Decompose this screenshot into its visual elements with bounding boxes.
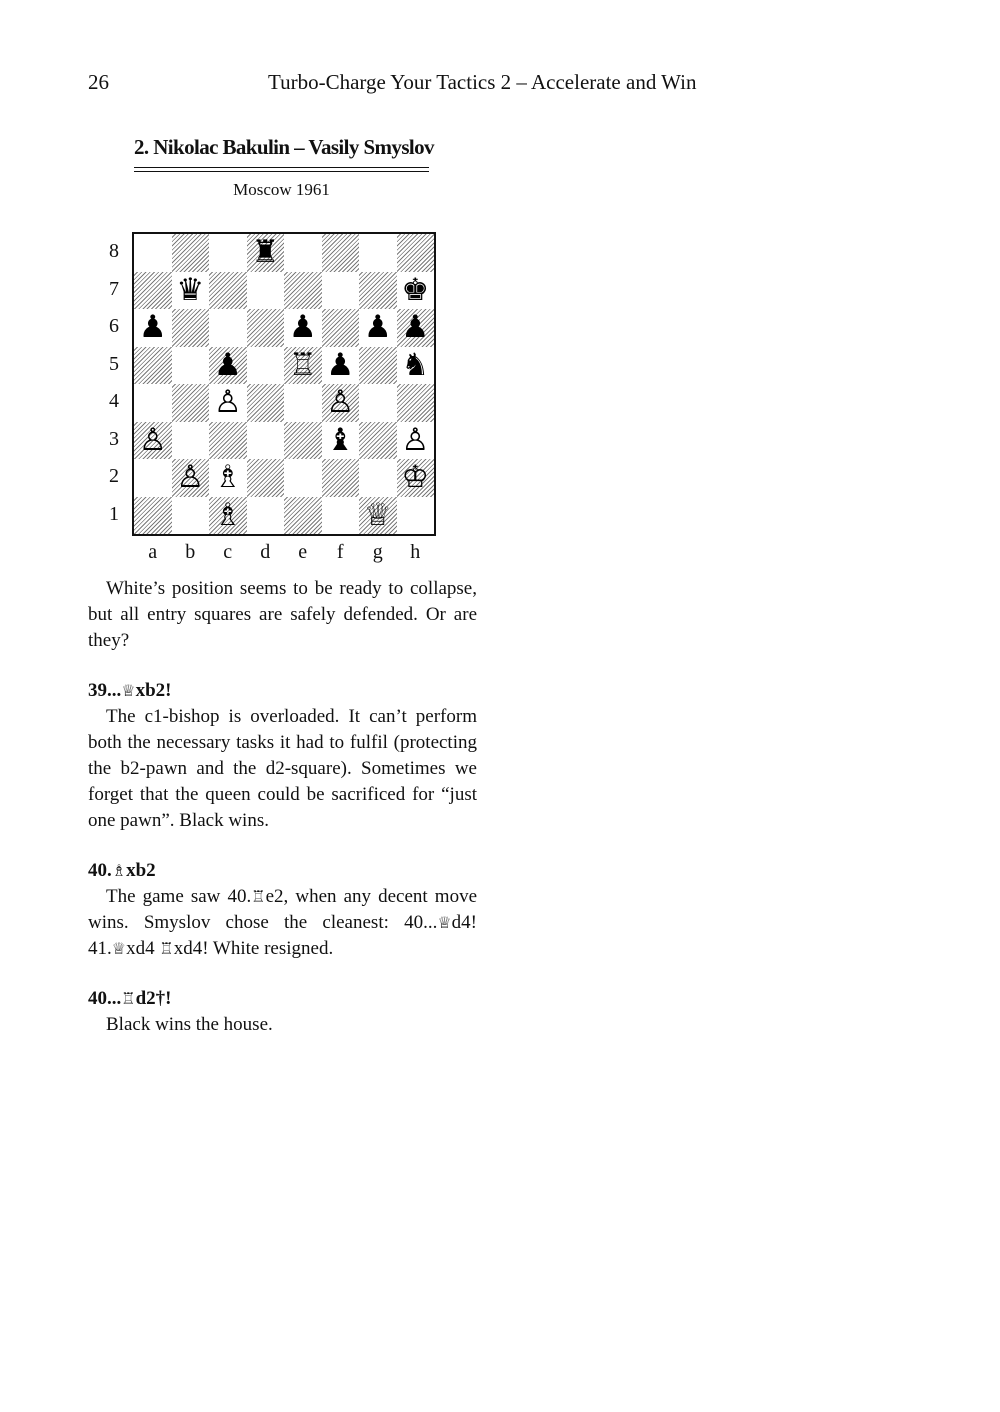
rank-label: 6 (109, 315, 119, 337)
white-rook-icon: ♖ (288, 346, 317, 383)
title-rule-top (134, 167, 429, 168)
file-label: h (410, 541, 421, 563)
game-title: 2. Nikolac Bakulin – Vasily Smyslov (134, 135, 434, 159)
rank-label: 8 (109, 240, 119, 262)
rank-labels (104, 233, 124, 533)
white-king-icon: ♔ (401, 459, 430, 496)
square-f5 (322, 347, 360, 385)
text-run: d4! 41. (88, 912, 477, 959)
square-d5 (247, 347, 285, 385)
square-h2 (397, 459, 435, 497)
square-b3 (172, 422, 210, 460)
rank-label: 2 (109, 465, 119, 487)
black-pawn-icon: ♟ (401, 309, 430, 346)
square-e3 (284, 422, 322, 460)
black-pawn-icon: ♟ (213, 346, 242, 383)
square-d6 (247, 309, 285, 347)
square-h5 (397, 347, 435, 385)
square-f3 (322, 422, 360, 460)
square-e7 (284, 272, 322, 310)
text-run: xd4 (126, 938, 160, 959)
white-queen-icon: ♕ (363, 496, 392, 533)
black-queen-icon: ♛ (176, 271, 205, 308)
move-number: 40... (88, 988, 122, 1009)
file-label: c (223, 541, 233, 563)
square-e8 (284, 234, 322, 272)
square-a1 (134, 497, 172, 535)
square-e1 (284, 497, 322, 535)
square-c4 (209, 384, 247, 422)
square-c8 (209, 234, 247, 272)
square-g5 (359, 347, 397, 385)
black-bishop-icon: ♝ (326, 421, 355, 458)
white-pawn-icon: ♙ (401, 421, 430, 458)
white-pawn-icon: ♙ (138, 421, 167, 458)
square-a2 (134, 459, 172, 497)
chess-diagram (132, 232, 436, 536)
square-h4 (397, 384, 435, 422)
black-rook-icon: ♜ (251, 234, 280, 271)
white-pawn-icon: ♙ (213, 384, 242, 421)
move-text: xb2! (135, 680, 172, 701)
file-label: a (148, 541, 158, 563)
square-g8 (359, 234, 397, 272)
black-pawn-icon: ♟ (363, 309, 392, 346)
square-c5 (209, 347, 247, 385)
black-pawn-icon: ♟ (288, 309, 317, 346)
square-c7 (209, 272, 247, 310)
square-b2 (172, 459, 210, 497)
move-heading-40 (88, 858, 477, 884)
move-text: d2†! (135, 988, 172, 1009)
square-e4 (284, 384, 322, 422)
rank-label: 3 (109, 427, 119, 450)
move-heading-40-black (88, 986, 477, 1012)
rank-label: 4 (109, 390, 119, 412)
square-h7 (397, 272, 435, 310)
white-bishop-icon: ♗ (213, 496, 242, 533)
square-b6 (172, 309, 210, 347)
move-number: 40. (88, 860, 112, 881)
rank-label: 1 (109, 502, 119, 525)
square-d7 (247, 272, 285, 310)
square-c1 (209, 497, 247, 535)
move-text: xb2 (126, 860, 156, 881)
square-a8 (134, 234, 172, 272)
black-pawn-icon: ♟ (326, 346, 355, 383)
square-g4 (359, 384, 397, 422)
square-f8 (322, 234, 360, 272)
rook-figurine-icon: ♖ (121, 989, 136, 1008)
square-b5 (172, 347, 210, 385)
text-column (88, 576, 477, 1038)
square-f1 (322, 497, 360, 535)
square-e6 (284, 309, 322, 347)
square-e2 (284, 459, 322, 497)
commentary-paragraph-3: Black wins the house. (106, 1014, 273, 1035)
square-g2 (359, 459, 397, 497)
square-f2 (322, 459, 360, 497)
square-b7 (172, 272, 210, 310)
queen-figurine-icon: ♕ (437, 913, 452, 932)
file-label: d (260, 541, 271, 563)
bishop-figurine-icon: ♗ (111, 861, 127, 880)
move-number: 39... (88, 680, 122, 701)
square-f7 (322, 272, 360, 310)
file-label: g (372, 541, 383, 563)
square-a4 (134, 384, 172, 422)
square-c2 (209, 459, 247, 497)
white-pawn-icon: ♙ (326, 384, 355, 421)
square-h3 (397, 422, 435, 460)
white-bishop-icon: ♗ (213, 459, 242, 496)
text-run: The game saw 40. (106, 886, 252, 907)
square-e5 (284, 347, 322, 385)
rank-label: 7 (109, 277, 119, 300)
running-title: Turbo-Charge Your Tactics 2 – Accelerate and Win (268, 70, 697, 94)
square-h8 (397, 234, 435, 272)
file-label: f (336, 541, 344, 563)
rook-figurine-icon: ♖ (251, 887, 266, 906)
intro-paragraph: White’s position seems to be ready to collapse, but all entry squares are safely defended. Or are they? (88, 578, 477, 651)
game-venue: Moscow 1961 (233, 180, 330, 199)
text-run: xd4! White resigned. (173, 938, 334, 959)
square-d4 (247, 384, 285, 422)
square-c3 (209, 422, 247, 460)
square-a6 (134, 309, 172, 347)
square-h6 (397, 309, 435, 347)
file-label: e (298, 541, 308, 563)
rook-figurine-icon: ♖ (159, 939, 174, 958)
black-king-icon: ♚ (401, 271, 430, 308)
square-g7 (359, 272, 397, 310)
move-heading-39 (88, 678, 477, 704)
title-rule-bottom (134, 171, 429, 172)
white-pawn-icon: ♙ (176, 459, 205, 496)
square-d1 (247, 497, 285, 535)
square-a3 (134, 422, 172, 460)
square-h1 (397, 497, 435, 535)
page-number: 26 (88, 70, 109, 94)
queen-figurine-icon: ♕ (121, 681, 136, 700)
commentary-paragraph-1: The c1-bishop is overloaded. It can’t perform both the necessary tasks it had to fulfil (protecting the b2-pawn and the d2-square). Sometimes we forget that the queen could be sacrificed for “just one pawn”. Black wins. (88, 706, 477, 831)
black-pawn-icon: ♟ (138, 309, 167, 346)
rank-label: 5 (109, 352, 119, 375)
text-run: e2, when any decent move wins. Smyslov chose the cleanest: 40... (88, 886, 478, 933)
file-label: b (185, 541, 196, 563)
square-d3 (247, 422, 285, 460)
square-b1 (172, 497, 210, 535)
square-a5 (134, 347, 172, 385)
commentary-paragraph-2 (88, 884, 477, 962)
square-a7 (134, 272, 172, 310)
square-d2 (247, 459, 285, 497)
square-g3 (359, 422, 397, 460)
square-d8 (247, 234, 285, 272)
file-labels (134, 541, 434, 564)
chess-board (134, 234, 434, 534)
black-knight-icon: ♞ (401, 346, 430, 383)
queen-figurine-icon: ♕ (111, 939, 127, 958)
square-g6 (359, 309, 397, 347)
square-b8 (172, 234, 210, 272)
square-c6 (209, 309, 247, 347)
square-g1 (359, 497, 397, 535)
square-f6 (322, 309, 360, 347)
square-b4 (172, 384, 210, 422)
square-f4 (322, 384, 360, 422)
